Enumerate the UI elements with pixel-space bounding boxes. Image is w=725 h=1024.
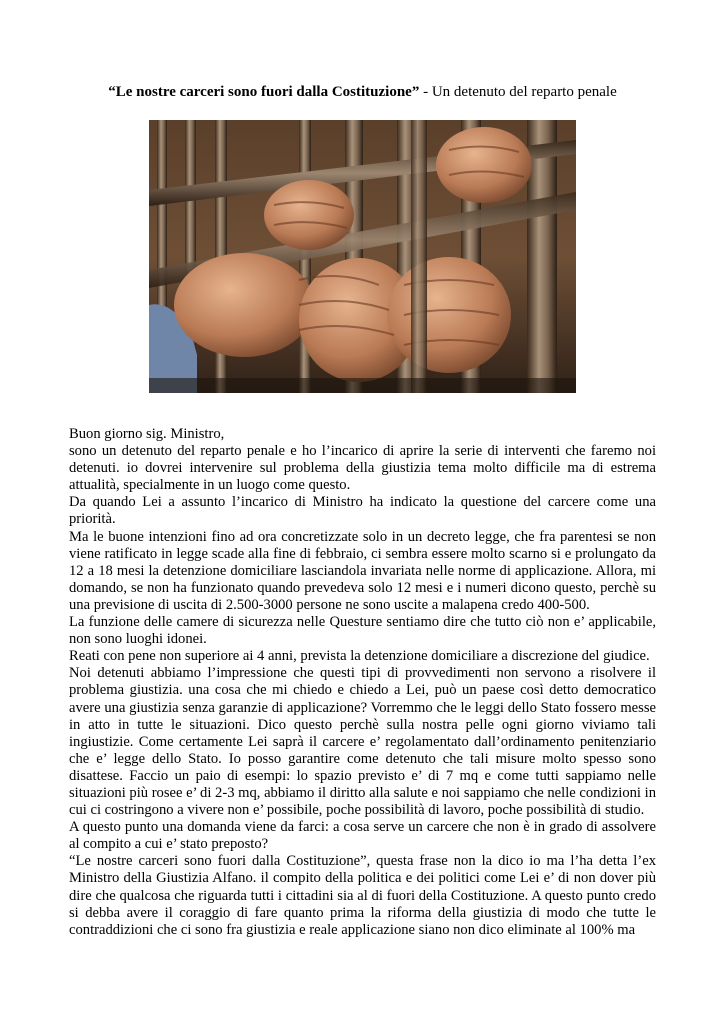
hands-on-bars-image [149, 120, 576, 393]
paragraph-greeting: Buon giorno sig. Ministro, [69, 426, 225, 442]
letter-body [69, 426, 656, 939]
paragraph: Reati con pene non superiore ai 4 anni, prevista la detenzione domiciliare a discrezione del giudice. [69, 648, 650, 665]
paragraph: Da quando Lei a assunto l’incarico di Ministro ha indicato la questione del carcere come una priorità. [69, 494, 656, 528]
paragraph: A questo punto una domanda viene da farci: a cosa serve un carcere che non è in grado di assolvere al compito a cui e’ stato preposto? [69, 819, 656, 853]
paragraph: “Le nostre carceri sono fuori dalla Costituzione”, questa frase non la dico io ma l’ha detta l’ex Ministro della Giustizia Alfano. il compito della politica e dei politici come Lei e’ di non dover più dire che qualcosa che riguarda tutti i cittadini sia al di fuori della Costituzione. A questo punto credo si debba avere il coraggio di fare quanto prima la riforma della giustizia di modo che tutte le contraddizioni che ci sono fra giustizia e reale applicazione siano non dico eliminate al 100% ma [69, 853, 656, 938]
paragraph: La funzione delle camere di sicurezza nelle Questure sentiamo dire che tutto ciò non e’ applicabile, non sono luoghi idonei. [69, 614, 656, 648]
title-byline: - Un detenuto del reparto penale [419, 84, 617, 100]
paragraph: Ma le buone intenzioni fino ad ora concretizzate solo in un decreto legge, che fra parentesi se non viene ratificato in legge scade alla fine di febbraio, ci sembra essere molto scarno si e prolungato da 12 a 18 mesi la detenzione domiciliare lasciandola invariata nelle norme di applicazione. Allora, mi domando, se non ha funzionato quando prevedeva solo 12 mesi e i numeri dicono questo, perchè su una previsione di uscita di 2.500-3000 persone ne sono uscite a malapena credo 400-500. [69, 528, 656, 613]
document-title [0, 84, 725, 101]
paragraph: Noi detenuti abbiamo l’impressione che questi tipi di provvedimenti non servono a risolvere il problema giustizia. una cosa che mi chiedo e chiedo a Lei, può un paese così detto democratico avere una giustizia senza garanzie di applicazione? Vorremmo che le leggi dello Stato fossero messe in atto in tutte le situazioni. Dico questo perchè sulla nostra pelle ogni giorno viviamo tali ingiustizie. Come certamente Lei saprà il carcere e’ regolamentato dall’ordinamento penitenziario che e’ legge dello Stato. Io posso garantire come detenuto che tali misure molto spesso sono disattese. Faccio un paio di esempi: lo spazio previsto e’ di 7 mq e come tutti sappiamo nelle situazioni più rosee e’ di 2-3 mq, abbiamo il diritto alla salute e noi sappiamo che nelle condizioni in cui ci costringono a vivere non e’ possibile, poche possibilità di lavoro, poche possibilità di studio. [69, 665, 656, 819]
title-quote: “Le nostre carceri sono fuori dalla Costituzione” [108, 84, 420, 100]
prison-bars-photo [149, 120, 576, 393]
paragraph: sono un detenuto del reparto penale e ho l’incarico di aprire la serie di interventi che faremo noi detenuti. io dovrei intervenire sul problema della giustizia tema molto difficile ma di estrema attualità, specialmente in un luogo come questo. [69, 443, 656, 494]
